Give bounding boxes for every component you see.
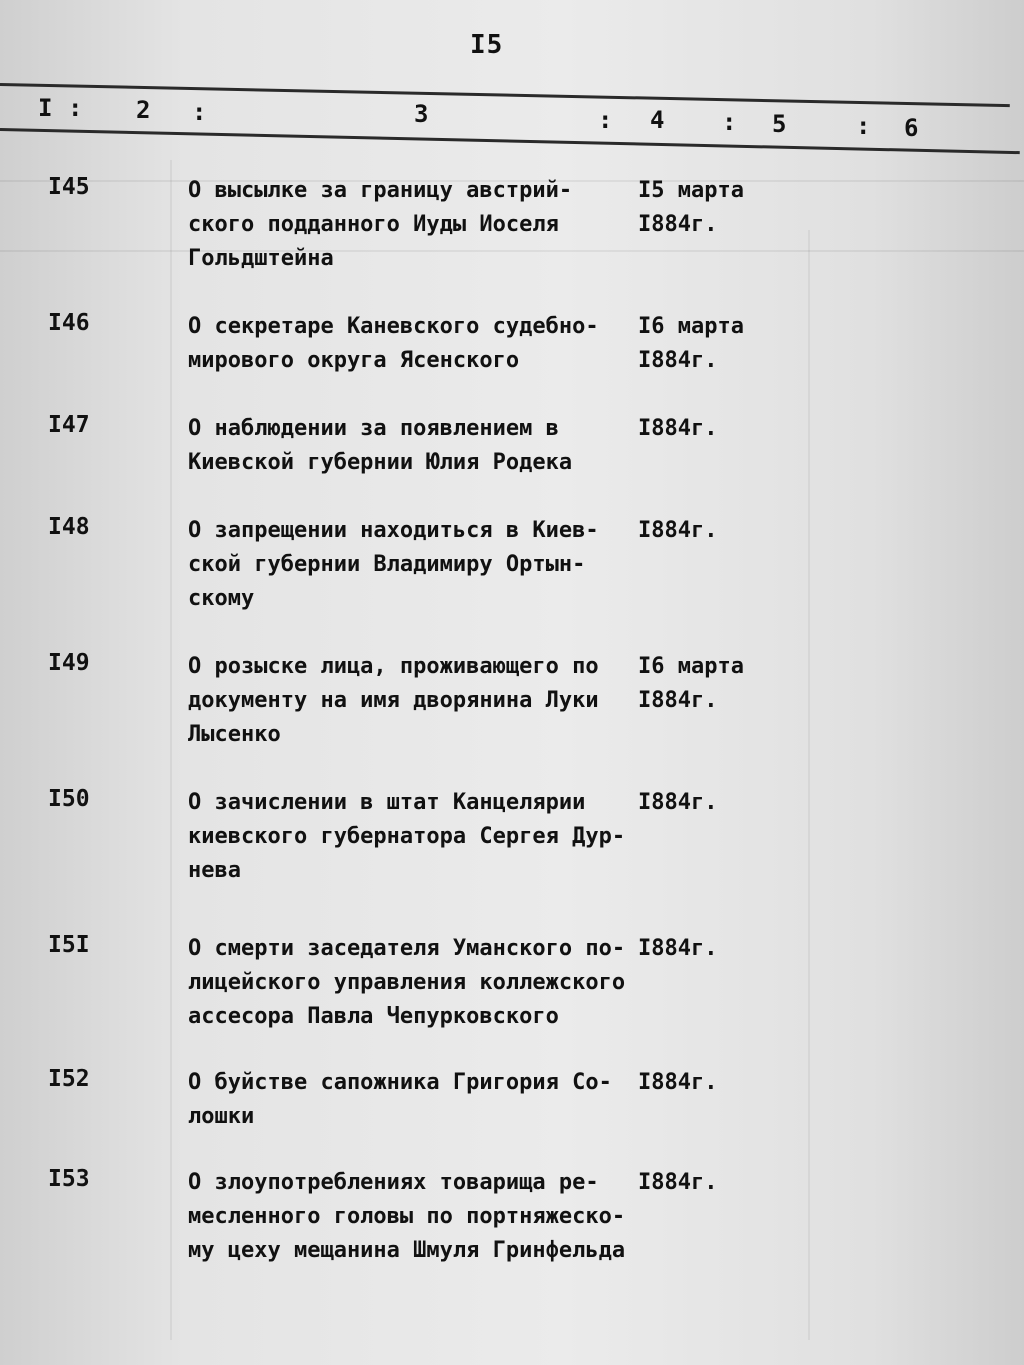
record-date: I884г. — [638, 790, 718, 815]
record-date: I6 марта I884г. — [638, 654, 744, 713]
record-number: I50 — [48, 786, 90, 812]
column-separator: : — [856, 112, 871, 140]
record-title: О запрещении находиться в Киев- ской губернии Владимиру Ортын- скому — [188, 518, 599, 611]
column-separator: : — [68, 94, 83, 122]
record-date: I6 марта I884г. — [638, 314, 744, 373]
column-header-5: 5 — [772, 110, 787, 138]
record-title: О зачислении в штат Канцелярии киевского губернатора Сергея Дур- нева — [188, 790, 626, 883]
record-title: О секретаре Каневского судебно- мирового округа Ясенского — [188, 314, 599, 373]
column-separator: : — [722, 108, 737, 136]
record-number: I53 — [48, 1166, 90, 1192]
record-date: I884г. — [638, 518, 718, 543]
record-number: I5I — [48, 932, 90, 958]
record-date: I5 марта I884г. — [638, 178, 744, 237]
record-number: I45 — [48, 174, 90, 200]
record-number: I48 — [48, 514, 90, 540]
column-header-1: I — [38, 94, 53, 122]
record-date: I884г. — [638, 1170, 718, 1195]
column-header-2: 2 — [136, 96, 151, 124]
record-title: О буйстве сапожника Григория Со- лошки — [188, 1070, 612, 1129]
record-title: О розыске лица, проживающего по документу на имя дворянина Луки Лысенко — [188, 654, 599, 747]
record-title: О злоупотреблениях товарища ре- месленного головы по портняжеско- му цеху мещанина Шмуля Гринфельда — [188, 1170, 626, 1263]
record-date: I884г. — [638, 1070, 718, 1095]
record-title: О высылке за границу австрий- ского подданного Иуды Иоселя Гольдштейна — [188, 178, 573, 271]
record-number: I52 — [48, 1066, 90, 1092]
column-header-4: 4 — [650, 106, 665, 134]
column-separator: : — [598, 106, 613, 134]
record-number: I46 — [48, 310, 90, 336]
column-header-3: 3 — [414, 100, 429, 128]
page-number: I5 — [470, 30, 504, 60]
record-title: О смерти заседателя Уманского по- лицейского управления коллежского ассесора Павла Чепурковского — [188, 936, 626, 1029]
record-title: О наблюдении за появлением в Киевской губернии Юлия Родека — [188, 416, 573, 475]
record-number: I49 — [48, 650, 90, 676]
record-date: I884г. — [638, 416, 718, 441]
column-separator: : — [192, 98, 207, 126]
record-date: I884г. — [638, 936, 718, 961]
record-number: I47 — [48, 412, 90, 438]
column-header-6: 6 — [904, 114, 919, 142]
